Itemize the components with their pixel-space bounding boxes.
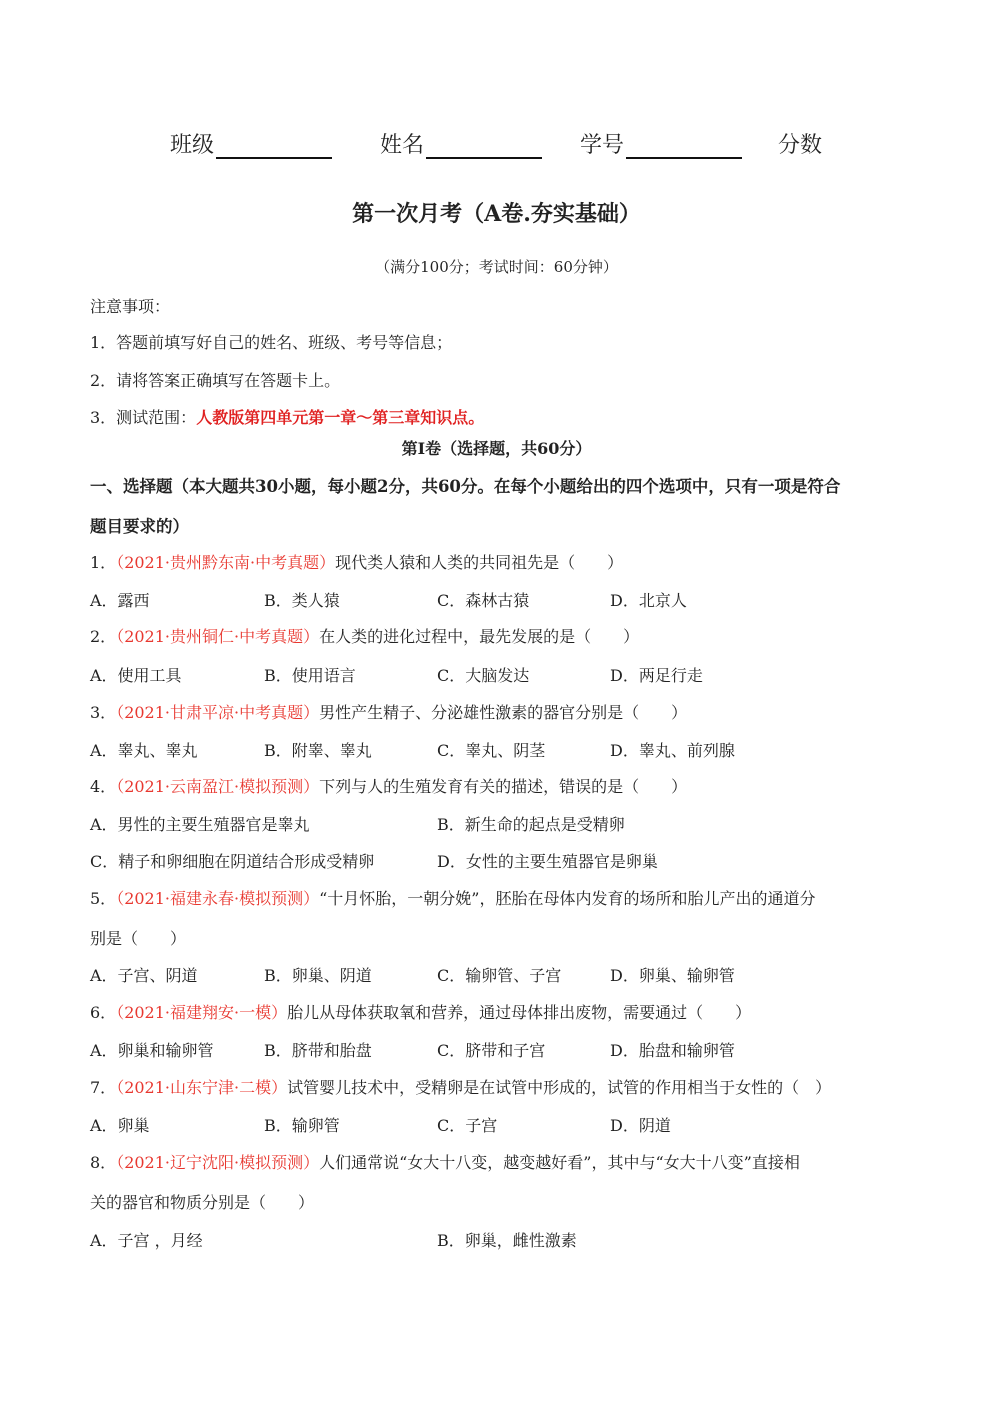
exam-subtitle: （满分100分；考试时间：60分钟） [375, 258, 618, 276]
question-7 [90, 1075, 831, 1098]
class-field [170, 128, 332, 159]
option-a: A．男性的主要生殖器官是睾丸 [90, 815, 310, 834]
question-number: 5． [90, 889, 117, 908]
note-3-prefix: 3．测试范围： [90, 408, 197, 427]
question-5 [90, 886, 815, 909]
question-source: （2021·山东宁津·二模） [116, 1078, 288, 1097]
score-label: 分数 [778, 133, 823, 158]
exam-title: 第一次月考（A卷.夯实基础） [352, 201, 641, 227]
notes-heading: 注意事项： [90, 297, 171, 316]
class-blank [216, 133, 332, 159]
option-d: D．卵巢、输卵管 [610, 966, 735, 985]
option-b: B．使用语言 [264, 666, 356, 685]
name-blank [426, 133, 542, 159]
question-source: （2021·福建翔安·一模） [116, 1003, 288, 1022]
question-5-stem-cont: 别是（ ） [90, 929, 187, 948]
student-id-blank [626, 133, 742, 159]
section-instructions-1: 一、选择题（本大题共30小题，每小题2分，共60分。在每个小题给出的四个选项中，只有一项是符合 [90, 477, 841, 496]
question-source: （2021·贵州黔东南·中考真题） [116, 553, 336, 572]
question-number: 1． [90, 553, 117, 572]
option-d: D．两足行走 [610, 666, 703, 685]
student-id-label: 学号 [580, 133, 625, 158]
option-a: A．露西 [90, 591, 150, 610]
question-number: 6． [90, 1003, 117, 1022]
option-a: A．使用工具 [90, 666, 182, 685]
question-number: 8． [90, 1153, 117, 1172]
option-b: B．卵巢、阴道 [264, 966, 372, 985]
question-source: （2021·福建永春·模拟预测） [116, 889, 320, 908]
option-b: B．类人猿 [264, 591, 340, 610]
option-c: C．子宫 [437, 1116, 498, 1135]
question-number: 3． [90, 703, 117, 722]
question-source: （2021·辽宁沈阳·模拟预测） [116, 1153, 320, 1172]
question-8-stem-cont: 关的器官和物质分别是（ ） [90, 1193, 315, 1212]
question-source: （2021·云南盈江·模拟预测） [116, 777, 320, 796]
class-label: 班级 [170, 133, 215, 158]
question-stem: “十月怀胎，一朝分娩”，胚胎在母体内发育的场所和胎儿产出的通道分 [319, 889, 816, 908]
option-d: D．睾丸、前列腺 [610, 741, 735, 760]
question-1 [90, 550, 623, 573]
question-source: （2021·甘肃平凉·中考真题） [116, 703, 320, 722]
question-stem: 胎儿从母体获取氧和营养，通过母体排出废物，需要通过（ ） [287, 1003, 752, 1022]
question-number: 7． [90, 1078, 117, 1097]
option-a: A．卵巢和输卵管 [90, 1041, 214, 1060]
option-a: A．卵巢 [90, 1116, 150, 1135]
option-c: C．输卵管、子宫 [437, 966, 562, 985]
option-c: C．脐带和子宫 [437, 1041, 546, 1060]
question-2 [90, 624, 639, 647]
option-b: B．卵巢，雌性激素 [437, 1231, 577, 1250]
option-b: B．输卵管 [264, 1116, 340, 1135]
option-b: B．附睾、睾丸 [264, 741, 372, 760]
option-d: D．阴道 [610, 1116, 671, 1135]
question-number: 2． [90, 627, 117, 646]
name-label: 姓名 [380, 133, 425, 158]
question-stem: 试管婴儿技术中，受精卵是在试管中形成的，试管的作用相当于女性的（ ） [287, 1078, 832, 1097]
question-number: 4． [90, 777, 117, 796]
option-c: C．森林古猿 [437, 591, 530, 610]
question-stem: 男性产生精子、分泌雄性激素的器官分别是（ ） [319, 703, 688, 722]
option-a: A．睾丸、睾丸 [90, 741, 198, 760]
question-6 [90, 1000, 751, 1023]
option-d: D．女性的主要生殖器官是卵巢 [437, 852, 658, 871]
option-b: B．新生命的起点是受精卵 [437, 815, 625, 834]
student-id-field [580, 128, 742, 159]
question-4 [90, 774, 687, 797]
question-stem: 在人类的进化过程中，最先发展的是（ ） [319, 627, 640, 646]
note-1: 1．答题前填写好自己的姓名、班级、考号等信息； [90, 333, 453, 352]
option-c: C．睾丸、阴茎 [437, 741, 546, 760]
name-field [380, 128, 542, 159]
option-a: A．子宫、阴道 [90, 966, 198, 985]
note-3 [90, 405, 484, 428]
question-stem: 人们通常说“女大十八变，越变越好看”，其中与“女大十八变”直接相 [319, 1153, 800, 1172]
note-2: 2．请将答案正确填写在答题卡上。 [90, 371, 341, 390]
score-field [778, 128, 822, 159]
option-d: D．北京人 [610, 591, 687, 610]
section-instructions-2: 题目要求的） [90, 517, 189, 536]
section-title: 第Ⅰ卷（选择题，共60分） [401, 439, 592, 458]
question-stem: 下列与人的生殖发育有关的描述，错误的是（ ） [319, 777, 688, 796]
option-c: C．精子和卵细胞在阴道结合形成受精卵 [90, 852, 375, 871]
test-range: 人教版第四单元第一章～第三章知识点。 [196, 408, 485, 427]
option-d: D．胎盘和输卵管 [610, 1041, 735, 1060]
question-3 [90, 700, 687, 723]
option-c: C．大脑发达 [437, 666, 530, 685]
question-8 [90, 1150, 800, 1173]
question-source: （2021·贵州铜仁·中考真题） [116, 627, 320, 646]
option-a: A．子宫 ，月经 [90, 1231, 203, 1250]
option-b: B．脐带和胎盘 [264, 1041, 372, 1060]
question-stem: 现代类人猿和人类的共同祖先是（ ） [335, 553, 624, 572]
